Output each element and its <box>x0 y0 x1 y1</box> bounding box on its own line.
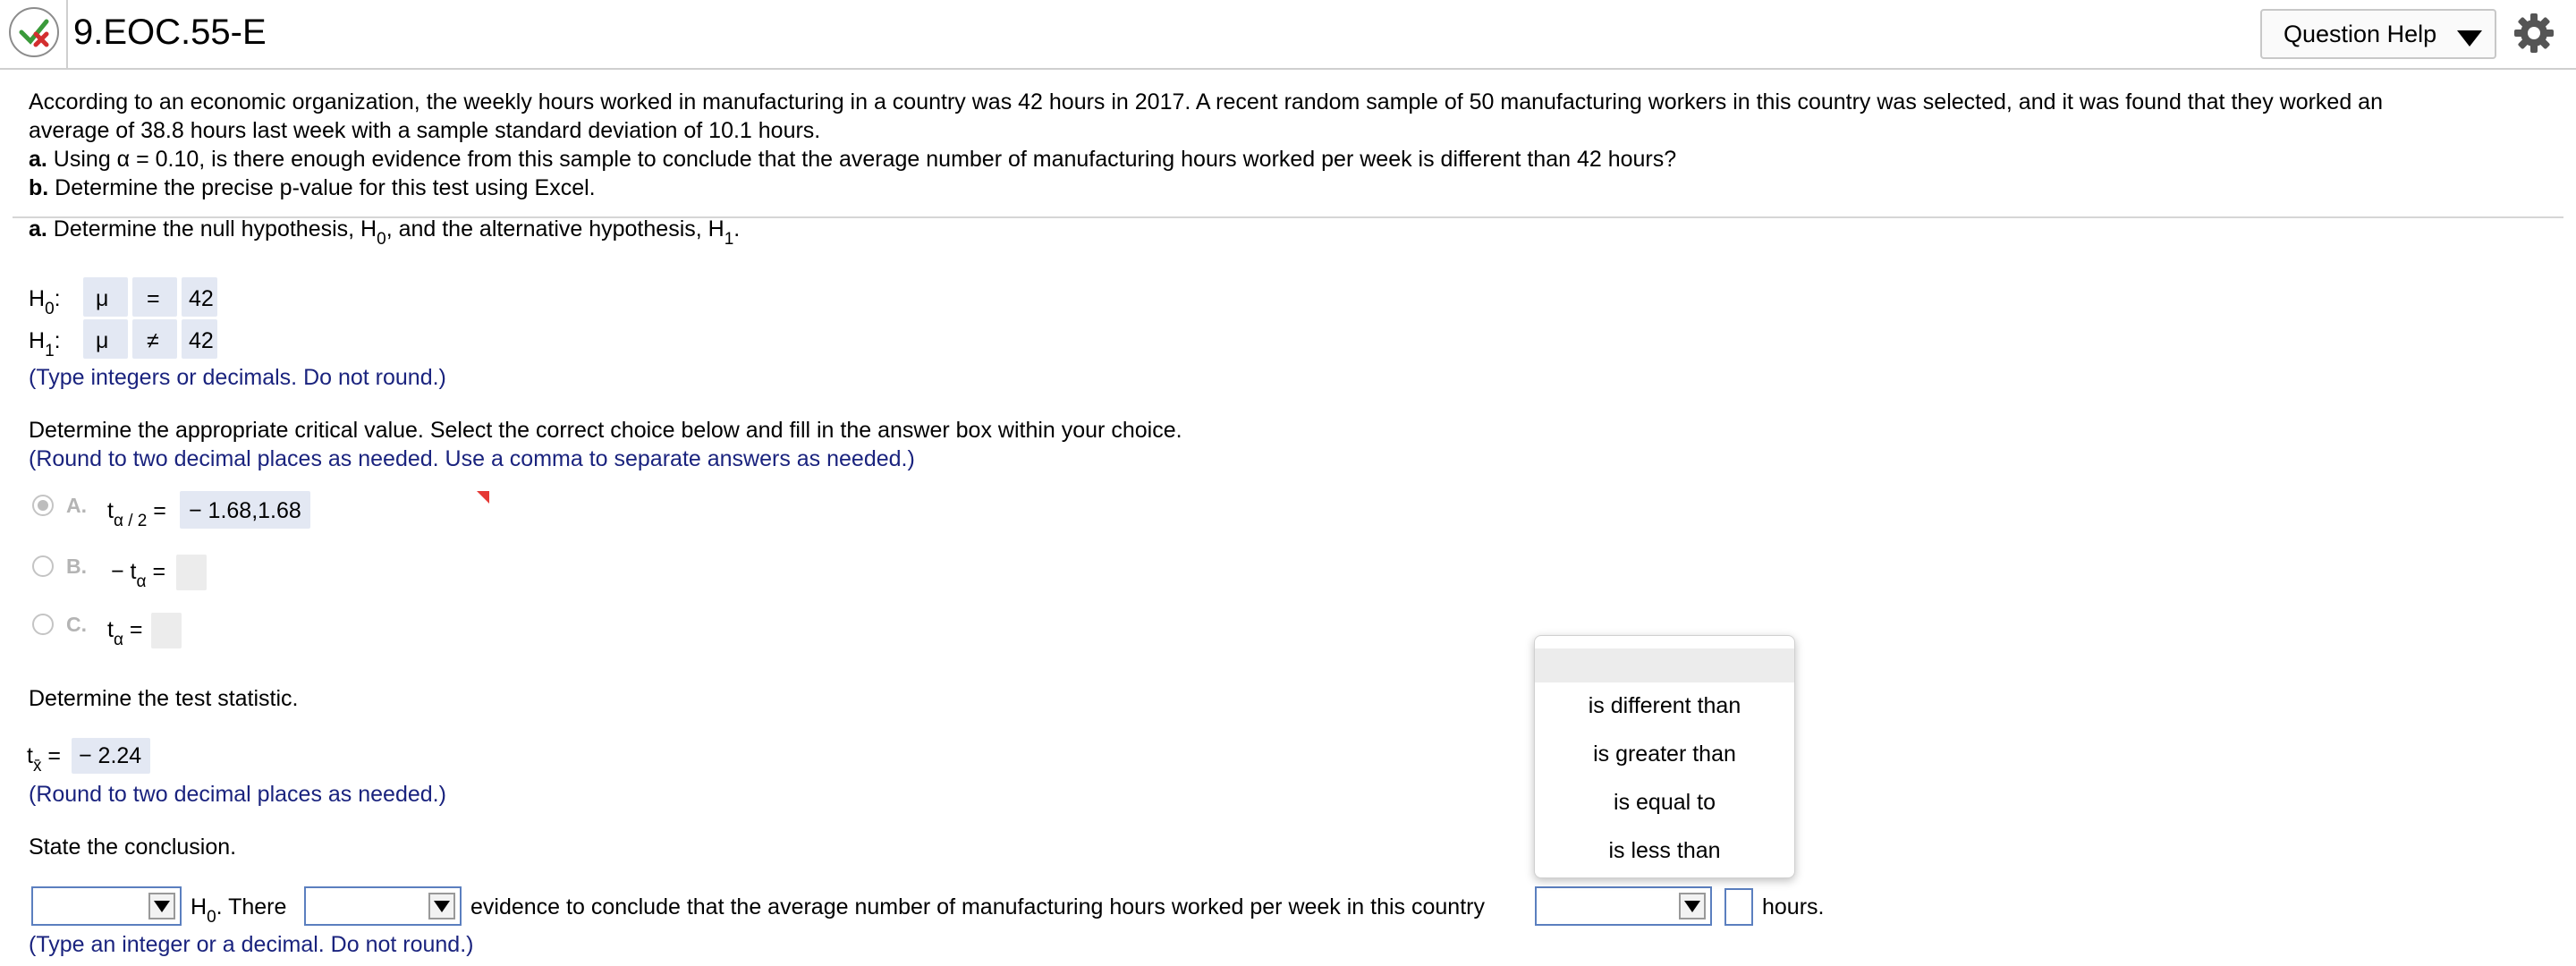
choice-b-letter: B. <box>66 555 87 578</box>
feedback-flag-icon <box>477 491 489 504</box>
h0-operator-select[interactable] <box>132 277 177 317</box>
h1-parameter: μ <box>96 328 109 353</box>
hypotheses-hint: (Type integers or decimals. Do not round.) <box>29 365 446 390</box>
part-a-marker: a. <box>29 147 47 172</box>
critical-value-prompt: Determine the appropriate critical value. Select the correct choice below and fill in the answer box within your choice. <box>29 418 1182 443</box>
h0-parameter-select[interactable] <box>83 277 128 317</box>
choice-c-label: $t_\alpha$ = <box>107 617 143 649</box>
chevron-down-icon <box>148 893 175 919</box>
hours-value-input[interactable] <box>1724 888 1753 926</box>
critical-value-hint: (Round to two decimal places as needed. Use a comma to separate answers as needed.) <box>29 446 915 471</box>
h1-value: 42 <box>189 328 214 353</box>
test-statistic-label: $t_{x̄}$ = <box>27 743 62 775</box>
evidence-dropdown[interactable] <box>304 886 462 926</box>
h1-value-input[interactable] <box>182 319 217 359</box>
choice-b-label: − $t_\alpha$ = <box>111 559 166 591</box>
part-a-heading-text: Determine the null hypothesis, H <box>47 216 377 242</box>
part-a-heading-marker: a. <box>29 216 47 242</box>
conclusion-text-main: evidence to conclude that the average number of manufacturing hours worked per week in this country <box>470 894 1485 919</box>
critical-value-c-input[interactable] <box>151 613 182 648</box>
reject-decision-dropdown[interactable] <box>31 886 182 926</box>
choice-a-label: $t_{\alpha / 2}$ = <box>107 498 166 530</box>
conclusion-hint: (Type an integer or a decimal. Do not round.) <box>29 932 474 957</box>
h0-value: 42 <box>189 286 214 311</box>
header-bar <box>0 0 2576 70</box>
h0-label: $H_0$: <box>29 286 61 318</box>
problem-text-line1: According to an economic organization, the weekly hours worked in manufacturing in a country was 42 hours in 2017. A recent random sample of 50 manufacturing workers in this country was selected, and it was found that they worked an <box>29 89 2383 114</box>
part-a-heading <box>29 215 741 249</box>
conclusion-text-h0: $H_0$. There <box>191 894 287 927</box>
part-b-marker: b. <box>29 175 49 200</box>
dropdown-option-less[interactable]: is less than <box>1608 838 1721 863</box>
gear-icon[interactable] <box>2513 13 2555 54</box>
choice-a-radio[interactable] <box>32 495 54 516</box>
chevron-down-icon <box>2457 30 2482 47</box>
title-divider <box>66 0 68 70</box>
part-a-heading-end: . <box>733 216 741 242</box>
part-b-question: Determine the precise p-value for this test using Excel. <box>48 175 596 200</box>
critical-value-a-input[interactable] <box>180 491 310 529</box>
h0-value-input[interactable] <box>182 277 217 317</box>
h1-label: $H_1$: <box>29 328 61 360</box>
choice-c-radio[interactable] <box>32 614 54 635</box>
h1-parameter-select[interactable] <box>83 319 128 359</box>
choice-c-letter: C. <box>66 613 87 636</box>
conclusion-prompt: State the conclusion. <box>29 835 237 860</box>
dropdown-blank-option[interactable] <box>1535 648 1794 682</box>
question-help-label: Question Help <box>2284 21 2437 47</box>
correct-incorrect-status-icon <box>9 7 59 57</box>
chevron-down-icon <box>1679 893 1706 919</box>
h0-parameter: μ <box>96 286 109 311</box>
chevron-down-icon <box>428 893 455 919</box>
choice-b-radio[interactable] <box>32 555 54 577</box>
critical-value-b-input[interactable] <box>176 555 207 590</box>
hours-unit: hours. <box>1762 894 1825 919</box>
h0-subscript: 0 <box>377 230 386 249</box>
comparison-dropdown[interactable] <box>1535 886 1712 926</box>
part-a-heading-mid: , and the alternative hypothesis, H <box>386 216 724 242</box>
problem-part-b <box>29 174 596 202</box>
problem-part-a <box>29 145 1676 174</box>
question-help-button[interactable] <box>2260 9 2496 59</box>
test-statistic-prompt: Determine the test statistic. <box>29 686 299 711</box>
dropdown-option-different[interactable]: is different than <box>1588 693 1741 718</box>
critical-value-a: − 1.68,1.68 <box>189 498 301 523</box>
comparison-dropdown-menu <box>1534 635 1795 878</box>
h0-operator: = <box>147 286 160 311</box>
h1-subscript: 1 <box>724 230 734 249</box>
choice-a-letter: A. <box>66 494 87 517</box>
problem-text-line2: average of 38.8 hours last week with a sample standard deviation of 10.1 hours. <box>29 118 821 143</box>
test-statistic-input[interactable] <box>72 738 150 774</box>
question-title: 9.EOC.55-E <box>73 13 267 52</box>
dropdown-option-equal[interactable]: is equal to <box>1614 790 1716 815</box>
test-statistic-hint: (Round to two decimal places as needed.) <box>29 782 446 807</box>
part-a-question: Using α = 0.10, is there enough evidence from this sample to conclude that the average number of manufacturing hours worked per week is different than 42 hours? <box>47 147 1677 172</box>
h1-operator: ≠ <box>147 328 159 353</box>
dropdown-option-greater[interactable]: is greater than <box>1593 741 1736 767</box>
h1-operator-select[interactable] <box>132 319 177 359</box>
test-statistic-value: − 2.24 <box>79 743 142 768</box>
